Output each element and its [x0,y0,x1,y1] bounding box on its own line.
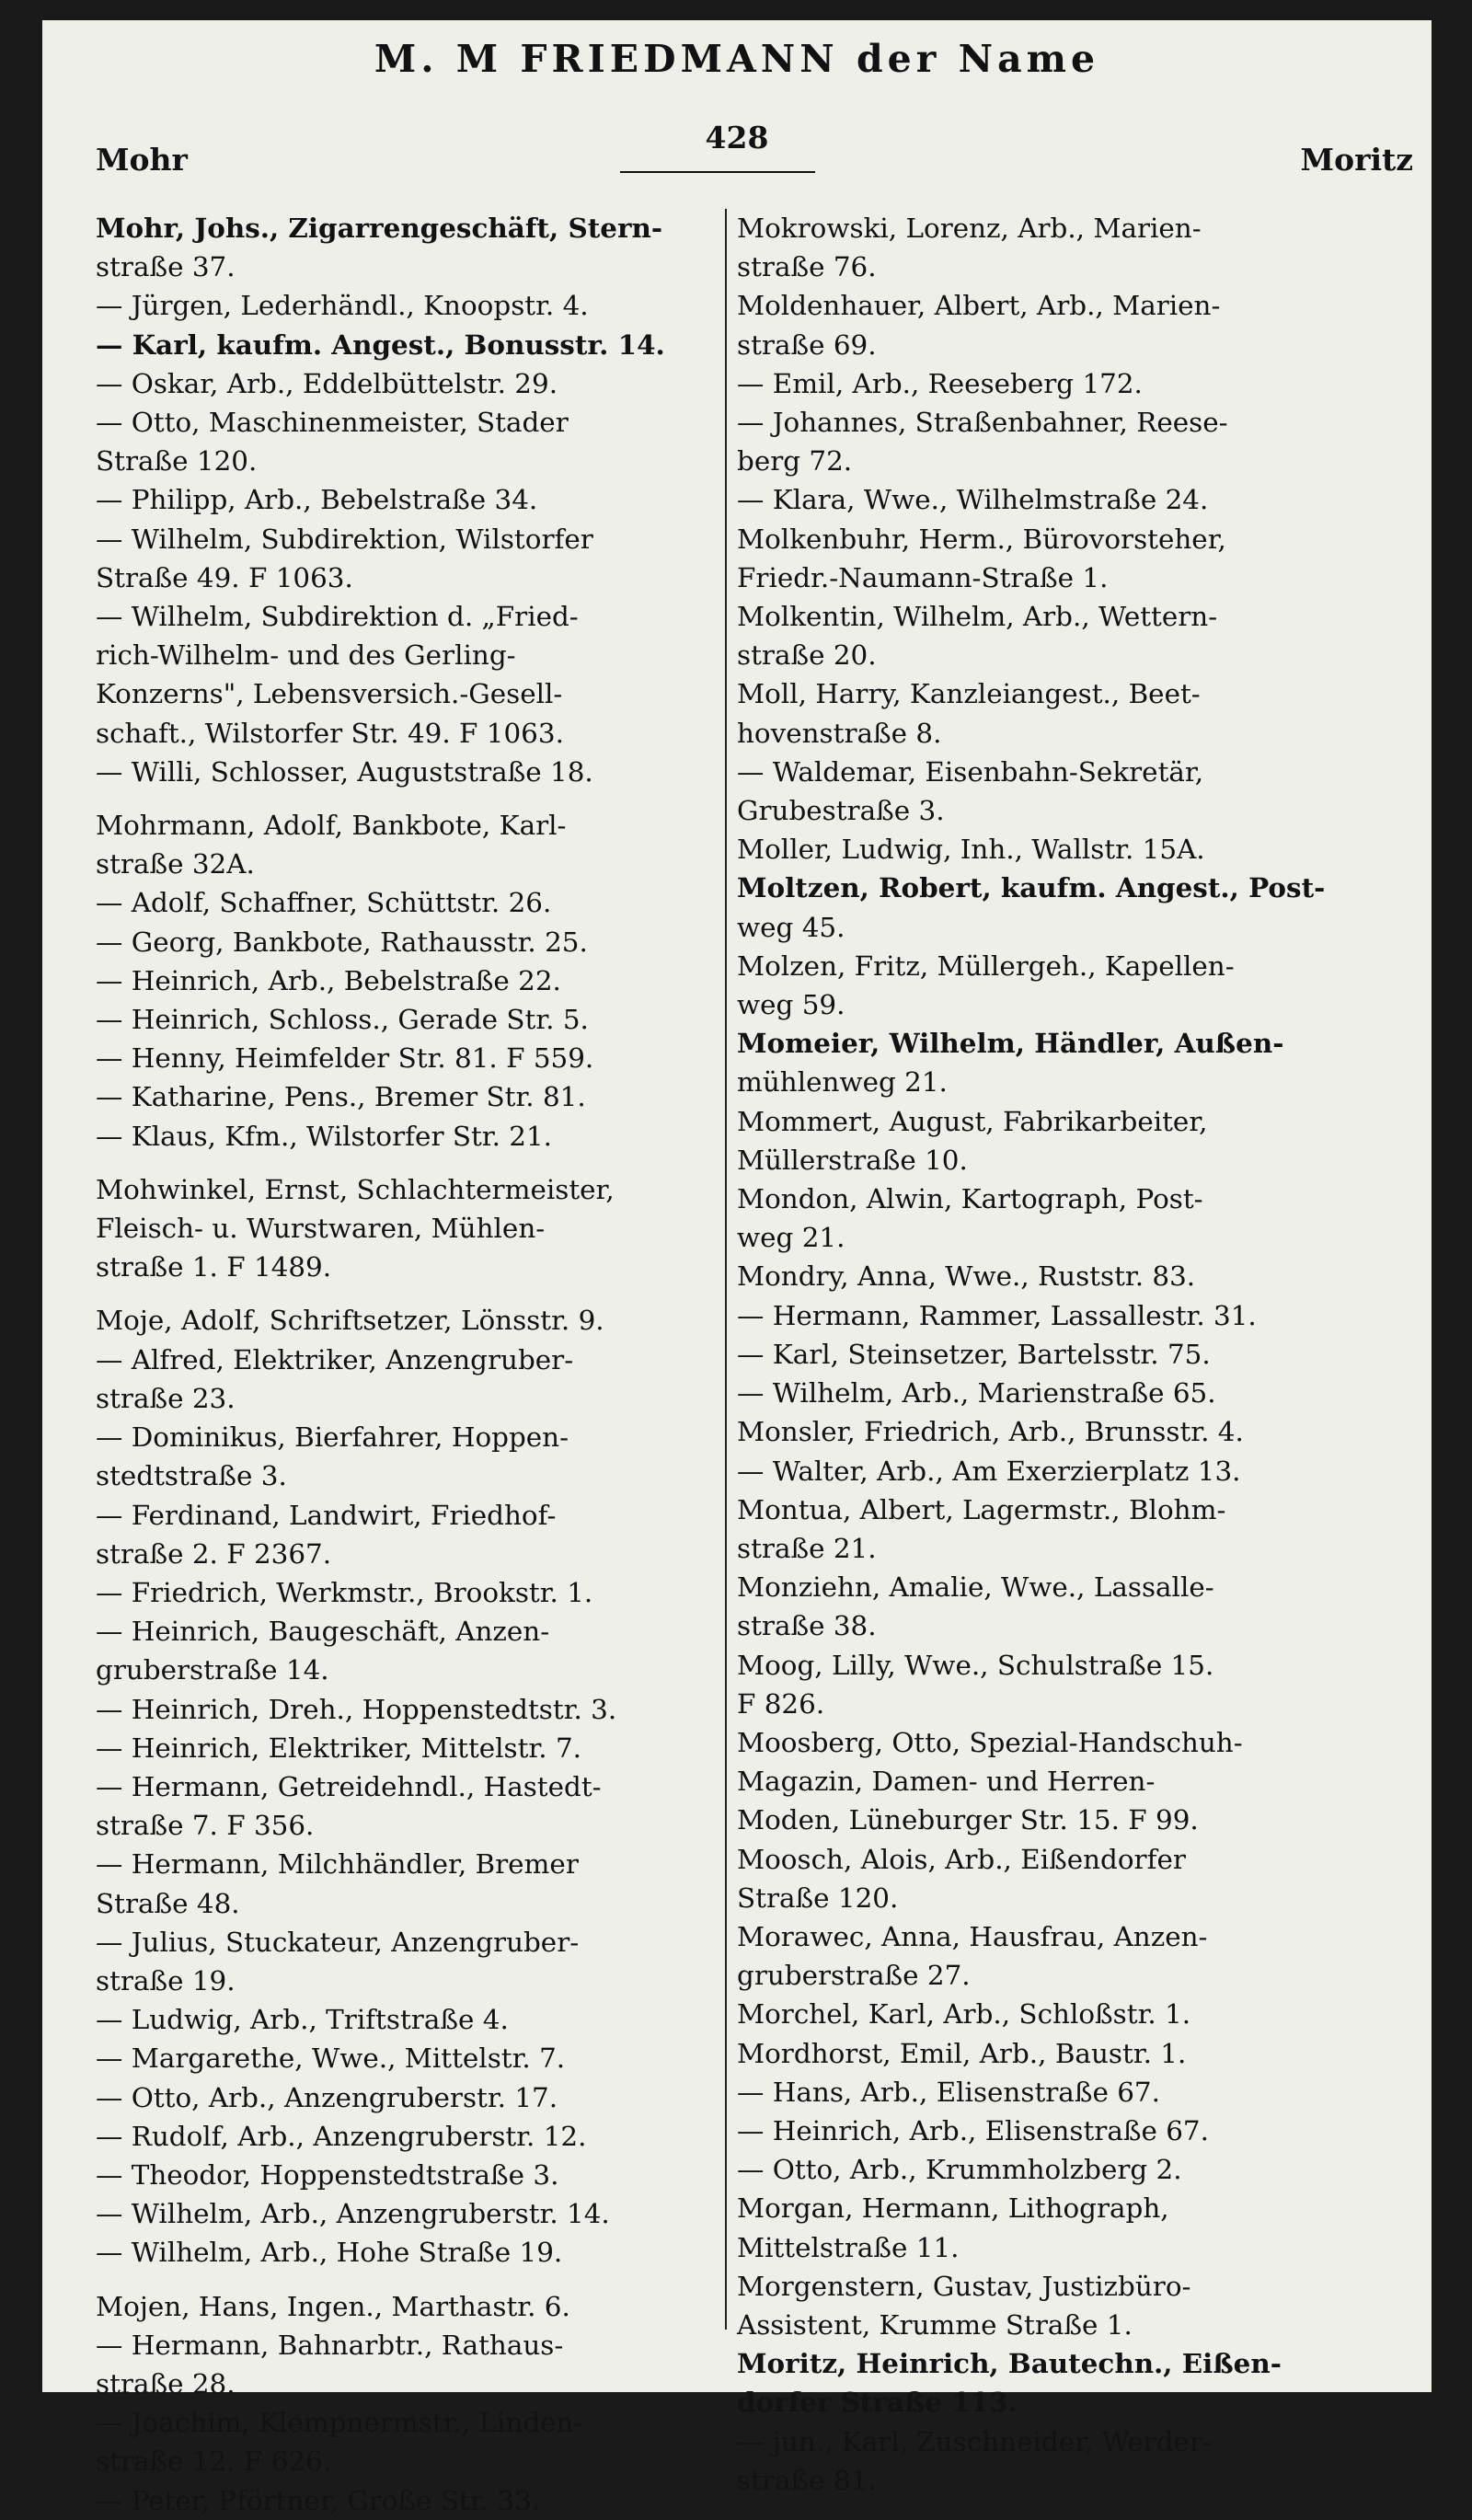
directory-line: dorfer Straße 113. [737,2386,1018,2419]
running-head-right: Moritz [1300,142,1413,178]
directory-line: Molkenbuhr, Herm., Bürovorsteher, [737,523,1226,555]
directory-line: Straße 120. [96,445,258,478]
directory-line: — jun., Karl, Zuschneider, Werder- [737,2425,1213,2457]
directory-line: weg 21. [737,1222,845,1254]
directory-line: Monziehn, Amalie, Wwe., Lassalle- [737,1571,1214,1604]
page-banner: M. M FRIEDMANN der Name [374,37,1100,81]
directory-line: — Waldemar, Eisenbahn-Sekretär, [737,755,1204,788]
directory-line: — Emil, Arb., Reeseberg 172. [737,367,1143,399]
directory-line: — Jürgen, Lederhändl., Knoopstr. 4. [96,290,589,322]
directory-line: — Klara, Wwe., Wilhelmstraße 24. [737,484,1209,516]
directory-line: F 826. [737,1687,825,1720]
directory-line: — Heinrich, Arb., Elisenstraße 67. [737,2114,1209,2146]
directory-line: — Peter, Pförtner, Große Str. 33. [96,2484,541,2516]
directory-line: — Walter, Arb., Am Exerzierplatz 13. [737,1455,1241,1487]
directory-line: Moje, Adolf, Schriftsetzer, Lönsstr. 9. [96,1305,604,1337]
directory-line: gruberstraße 27. [737,1960,971,1992]
directory-line: mühlenweg 21. [737,1066,948,1099]
directory-line: — Henny, Heimfelder Str. 81. F 559. [96,1042,594,1075]
directory-line: gruberstraße 14. [96,1654,329,1686]
directory-line: straße 2. F 2367. [96,1537,332,1570]
directory-line: — Wilhelm, Subdirektion, Wilstorfer [96,523,593,555]
directory-line: — Heinrich, Elektriker, Mittelstr. 7. [96,1732,581,1764]
directory-line: — Heinrich, Schloss., Gerade Str. 5. [96,1004,589,1036]
directory-line: Mommert, August, Fabrikarbeiter, [737,1105,1208,1137]
directory-line: Moosberg, Otto, Spezial-Handschuh- [737,1726,1243,1758]
directory-line: Mohwinkel, Ernst, Schlachtermeister, [96,1173,615,1205]
directory-line: stedtstraße 3. [96,1460,287,1492]
directory-line: berg 72. [737,445,853,478]
directory-page [42,20,1432,2516]
directory-line: — Ferdinand, Landwirt, Friedhof- [96,1499,557,1531]
directory-line: — Adolf, Schaffner, Schüttstr. 26. [96,887,552,919]
directory-line: Mondon, Alwin, Kartograph, Post- [737,1183,1203,1215]
directory-line: — Hermann, Bahnarbtr., Rathaus- [96,2329,564,2361]
directory-line: Moog, Lilly, Wwe., Schulstraße 15. [737,1649,1214,1681]
directory-line: — Otto, Maschinenmeister, Stader [96,407,569,439]
directory-line: straße 76. [737,251,877,283]
directory-line: — Friedrich, Werkmstr., Brookstr. 1. [96,1576,593,1608]
directory-line: Morawec, Anna, Hausfrau, Anzen- [737,1920,1208,1952]
directory-line: straße 12. F 626. [96,2445,332,2478]
directory-line: Konzerns", Lebensversich.-Gesell- [96,678,563,710]
directory-line: Moltzen, Robert, kaufm. Angest., Post- [737,871,1326,904]
directory-line: straße 38. [737,1610,877,1642]
directory-line: Magazin, Damen- und Herren- [737,1766,1156,1798]
directory-line: Molzen, Fritz, Müllergeh., Kapellen- [737,949,1235,982]
directory-line: straße 37. [96,251,236,283]
directory-line: — Oskar, Arb., Eddelbüttelstr. 29. [96,367,558,399]
directory-line: — Wilhelm, Arb., Anzengruberstr. 14. [96,2198,610,2230]
directory-line: — Theodor, Hoppenstedtstraße 3. [96,2158,559,2191]
directory-line: straße 28. [96,2367,236,2399]
directory-line: Mordhorst, Emil, Arb., Baustr. 1. [737,2037,1187,2069]
directory-line: — Alfred, Elektriker, Anzengruber- [96,1343,574,1375]
right-column [737,209,1386,2496]
directory-line: — Philipp, Arb., Bebelstraße 34. [96,484,538,516]
directory-line: Moritz, Heinrich, Bautechn., Eißen- [737,2347,1282,2380]
directory-line: Moldenhauer, Albert, Arb., Marien- [737,290,1221,322]
directory-line: Grubestraße 3. [737,795,945,827]
directory-line: straße 1. F 1489. [96,1251,332,1283]
directory-line: rich-Wilhelm- und des Gerling- [96,639,516,672]
directory-line: schaft., Wilstorfer Str. 49. F 1063. [96,717,564,749]
directory-line: — Heinrich, Arb., Bebelstraße 22. [96,964,561,996]
directory-line: Mohr, Johs., Zigarrengeschäft, Stern- [96,212,663,244]
directory-line: — Hermann, Getreidehndl., Hastedt- [96,1770,602,1802]
directory-line: Friedr.-Naumann-Straße 1. [737,561,1109,593]
directory-line: Momeier, Wilhelm, Händler, Außen- [737,1027,1284,1060]
directory-line: straße 19. [96,1964,236,1996]
directory-line: Straße 49. F 1063. [96,561,353,593]
directory-line: straße 20. [737,639,877,672]
directory-line: Moosch, Alois, Arb., Eißendorfer [737,1843,1186,1875]
directory-line: Assistent, Krumme Straße 1. [737,2308,1133,2341]
directory-line: — Margarethe, Wwe., Mittelstr. 7. [96,2042,566,2075]
directory-line: — Wilhelm, Arb., Marienstraße 65. [737,1377,1216,1410]
directory-line: — Heinrich, Dreh., Hoppenstedtstr. 3. [96,1693,617,1725]
directory-line: Montua, Albert, Lagermstr., Blohm- [737,1493,1226,1525]
directory-line: — Dominikus, Bierfahrer, Hoppen- [96,1421,569,1454]
directory-line: Moden, Lüneburger Str. 15. F 99. [737,1804,1199,1836]
directory-line: — Klaus, Kfm., Wilstorfer Str. 21. [96,1120,553,1152]
directory-line: straße 32A. [96,848,255,880]
directory-line: — Karl, kaufm. Angest., Bonusstr. 14. [96,328,665,361]
page-number-rule [620,171,815,173]
directory-line: — Joachim, Klempnermstr., Linden- [96,2407,583,2439]
directory-line: — Otto, Arb., Anzengruberstr. 17. [96,2081,558,2113]
directory-line: — Heinrich, Baugeschäft, Anzen- [96,1616,550,1648]
directory-line: — Hermann, Milchhändler, Bremer [96,1848,579,1881]
directory-line: — Hermann, Rammer, Lassallestr. 31. [737,1299,1257,1331]
directory-line: Fleisch- u. Wurstwaren, Mühlen- [96,1213,546,1245]
directory-line: — Julius, Stuckateur, Anzengruber- [96,1926,580,1958]
directory-line: Mittelstraße 11. [737,2231,960,2263]
directory-line: — Hans, Arb., Elisenstraße 67. [737,2076,1160,2108]
column-divider [725,209,727,2330]
directory-line: Straße 120. [737,1881,899,1914]
directory-line: — Karl, Steinsetzer, Bartelsstr. 75. [737,1338,1211,1370]
directory-line: Moll, Harry, Kanzleiangest., Beet- [737,678,1201,710]
directory-line: straße 81. [737,2464,877,2496]
directory-line: straße 69. [737,328,877,361]
directory-line: — Willi, Schlosser, Auguststraße 18. [96,755,593,788]
directory-line: Morgan, Hermann, Lithograph, [737,2192,1169,2225]
directory-line: straße 21. [737,1532,877,1564]
directory-line: straße 23. [96,1382,236,1414]
directory-line: — Wilhelm, Arb., Hohe Straße 19. [96,2237,563,2269]
directory-line: Morgenstern, Gustav, Justizbüro- [737,2270,1191,2302]
directory-line: — Georg, Bankbote, Rathausstr. 25. [96,926,588,958]
directory-line: Mohrmann, Adolf, Bankbote, Karl- [96,810,567,842]
running-head-left: Mohr [96,142,188,178]
directory-line: Mondry, Anna, Wwe., Ruststr. 83. [737,1260,1196,1293]
directory-line: Müllerstraße 10. [737,1144,968,1176]
directory-line: weg 45. [737,911,845,943]
directory-line: Mojen, Hans, Ingen., Marthastr. 6. [96,2290,570,2322]
directory-line: Straße 48. [96,1887,240,1919]
directory-line: — Johannes, Straßenbahner, Reese- [737,407,1228,439]
directory-line: — Katharine, Pens., Bremer Str. 81. [96,1081,586,1113]
directory-line: straße 7. F 356. [96,1810,315,1842]
directory-line: — Ludwig, Arb., Triftstraße 4. [96,2004,509,2036]
left-column [96,209,721,2516]
directory-line: Morchel, Karl, Arb., Schloßstr. 1. [737,1998,1191,2031]
directory-line: Moller, Ludwig, Inh., Wallstr. 15A. [737,834,1205,866]
directory-line: Molkentin, Wilhelm, Arb., Wettern- [737,601,1218,633]
directory-line: hovenstraße 8. [737,717,942,749]
directory-line: weg 59. [737,989,845,1021]
directory-line: — Otto, Arb., Krummholzberg 2. [737,2154,1182,2186]
directory-line: Mokrowski, Lorenz, Arb., Marien- [737,213,1202,244]
directory-line: — Wilhelm, Subdirektion d. „Fried- [96,601,579,633]
directory-line: Monsler, Friedrich, Arb., Brunsstr. 4. [737,1416,1244,1448]
page-number: 428 [705,120,769,155]
directory-line: — Rudolf, Arb., Anzengruberstr. 12. [96,2120,587,2152]
